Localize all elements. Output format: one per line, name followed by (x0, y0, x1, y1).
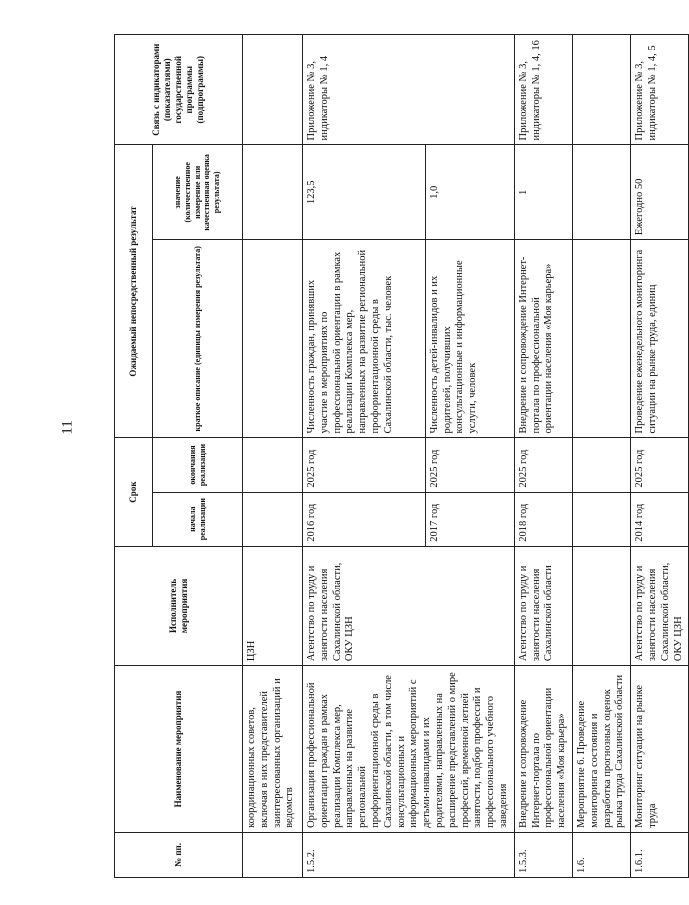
cell-name: координационных советов, включая в них представителей заинтересованных организаций и ведомств (243, 666, 303, 833)
cell-start: 2014 год (631, 492, 689, 546)
cell-link: Приложение № 3, индикаторы № 1, 4, 5 (631, 35, 689, 145)
cell-value: 123,5 (303, 145, 426, 240)
cell-end (243, 438, 303, 492)
cell-start: 2016 год (303, 492, 426, 546)
cell-name: Мероприятие 6. Проведение мониторинга состояния и разработка прогнозных оценок рынка труда Сахалинской области (572, 666, 630, 833)
cell-num: 1.6. (572, 832, 630, 877)
cell-value (243, 145, 303, 240)
measures-table (114, 34, 689, 878)
header-term: Срок (115, 438, 153, 546)
header-name: Наименование мероприятия (115, 666, 243, 833)
cell-value: 1,0 (425, 145, 514, 240)
cell-link: Приложение № 3, индикаторы № 1, 4 (303, 35, 515, 145)
cell-num (243, 832, 303, 877)
cell-value: 1 (514, 145, 572, 240)
header-executor: Исполнитель мероприятия (115, 546, 243, 665)
cell-link (243, 35, 303, 145)
header-value: значение (количественное измерение или качественная оценка результата) (153, 145, 243, 240)
cell-name: Внедрение и сопровождение Интернет-портала по профессиональной ориентации населения «Моя карьера» (514, 666, 572, 833)
cell-end (572, 438, 630, 492)
cell-link: Приложение № 3, индикаторы № 1, 4, 16 (514, 35, 572, 145)
cell-desc: Численность граждан, принявших участие в мероприятиях по профессиональной ориентации в рамках реализации Комплекса мер, направленных на развитие региональной профориентационной среды в Сахалинской области, тыс. человек (303, 240, 426, 438)
header-term-end: окончания реализации (153, 438, 243, 492)
header-expected: Ожидаемый непосредственный результат (115, 145, 153, 438)
cell-start (572, 492, 630, 546)
cell-start (243, 492, 303, 546)
cell-executor: Агентство по труду и занятости населения Сахалинской области, ОКУ ЦЗН (631, 546, 689, 665)
cell-start: 2017 год (425, 492, 514, 546)
cell-executor (572, 546, 630, 665)
cell-executor: Агентство по труду и занятости населения Сахалинской области (514, 546, 572, 665)
header-num: № пп. (115, 832, 243, 877)
cell-end: 2025 год (303, 438, 426, 492)
cell-desc: Численность детей-инвалидов и их родителей, получивших консультационные и информационные услуги, человек (425, 240, 514, 438)
cell-link (572, 35, 630, 145)
table-row (243, 35, 303, 878)
cell-name: Мониторинг ситуации на рынке труда (631, 666, 689, 833)
header-term-start: начала реализации (153, 492, 243, 546)
cell-desc (572, 240, 630, 438)
cell-end: 2025 год (631, 438, 689, 492)
table-row (303, 35, 426, 878)
cell-num: 1.5.3. (514, 832, 572, 877)
rotated-table-wrapper (114, 34, 684, 878)
cell-end: 2025 год (514, 438, 572, 492)
cell-value: Ежегодно 50 (631, 145, 689, 240)
cell-desc: Проведение еженедельного мониторинга ситуации на рынке труда, единиц (631, 240, 689, 438)
table-row (631, 35, 689, 878)
cell-executor: Агентство по труду и занятости населения Сахалинской области, ОКУ ЦЗН (303, 546, 515, 665)
cell-num: 1.6.1. (631, 832, 689, 877)
cell-desc: Внедрение и сопровождение Интернет-портала по профессиональной ориентации населения «Моя карьера» (514, 240, 572, 438)
cell-name: Организация профессиональной ориентации граждан в рамках реализации Комплекса мер, направленных на развитие региональной профориентационной среды в Сахалинской области, в том числе консультационных и информационных мероприятий с детьми-инвалидами и их родителями, направленных на расширение представлений о мире профессий, временной летней занятости, подбор профессий и профессионального учебного заведения (303, 666, 515, 833)
table-row (572, 35, 630, 878)
header-desc: краткое описание (единицы измерения результата) (153, 240, 243, 438)
cell-value (572, 145, 630, 240)
header-link: Связь с индикаторами (показателями) государственной программы (подпрограммы) (115, 35, 243, 145)
cell-num: 1.5.2. (303, 832, 515, 877)
cell-desc (243, 240, 303, 438)
page-number: 11 (59, 420, 76, 435)
cell-start: 2018 год (514, 492, 572, 546)
cell-end: 2025 год (425, 438, 514, 492)
cell-executor: ЦЗН (243, 546, 303, 665)
table-row (514, 35, 572, 878)
